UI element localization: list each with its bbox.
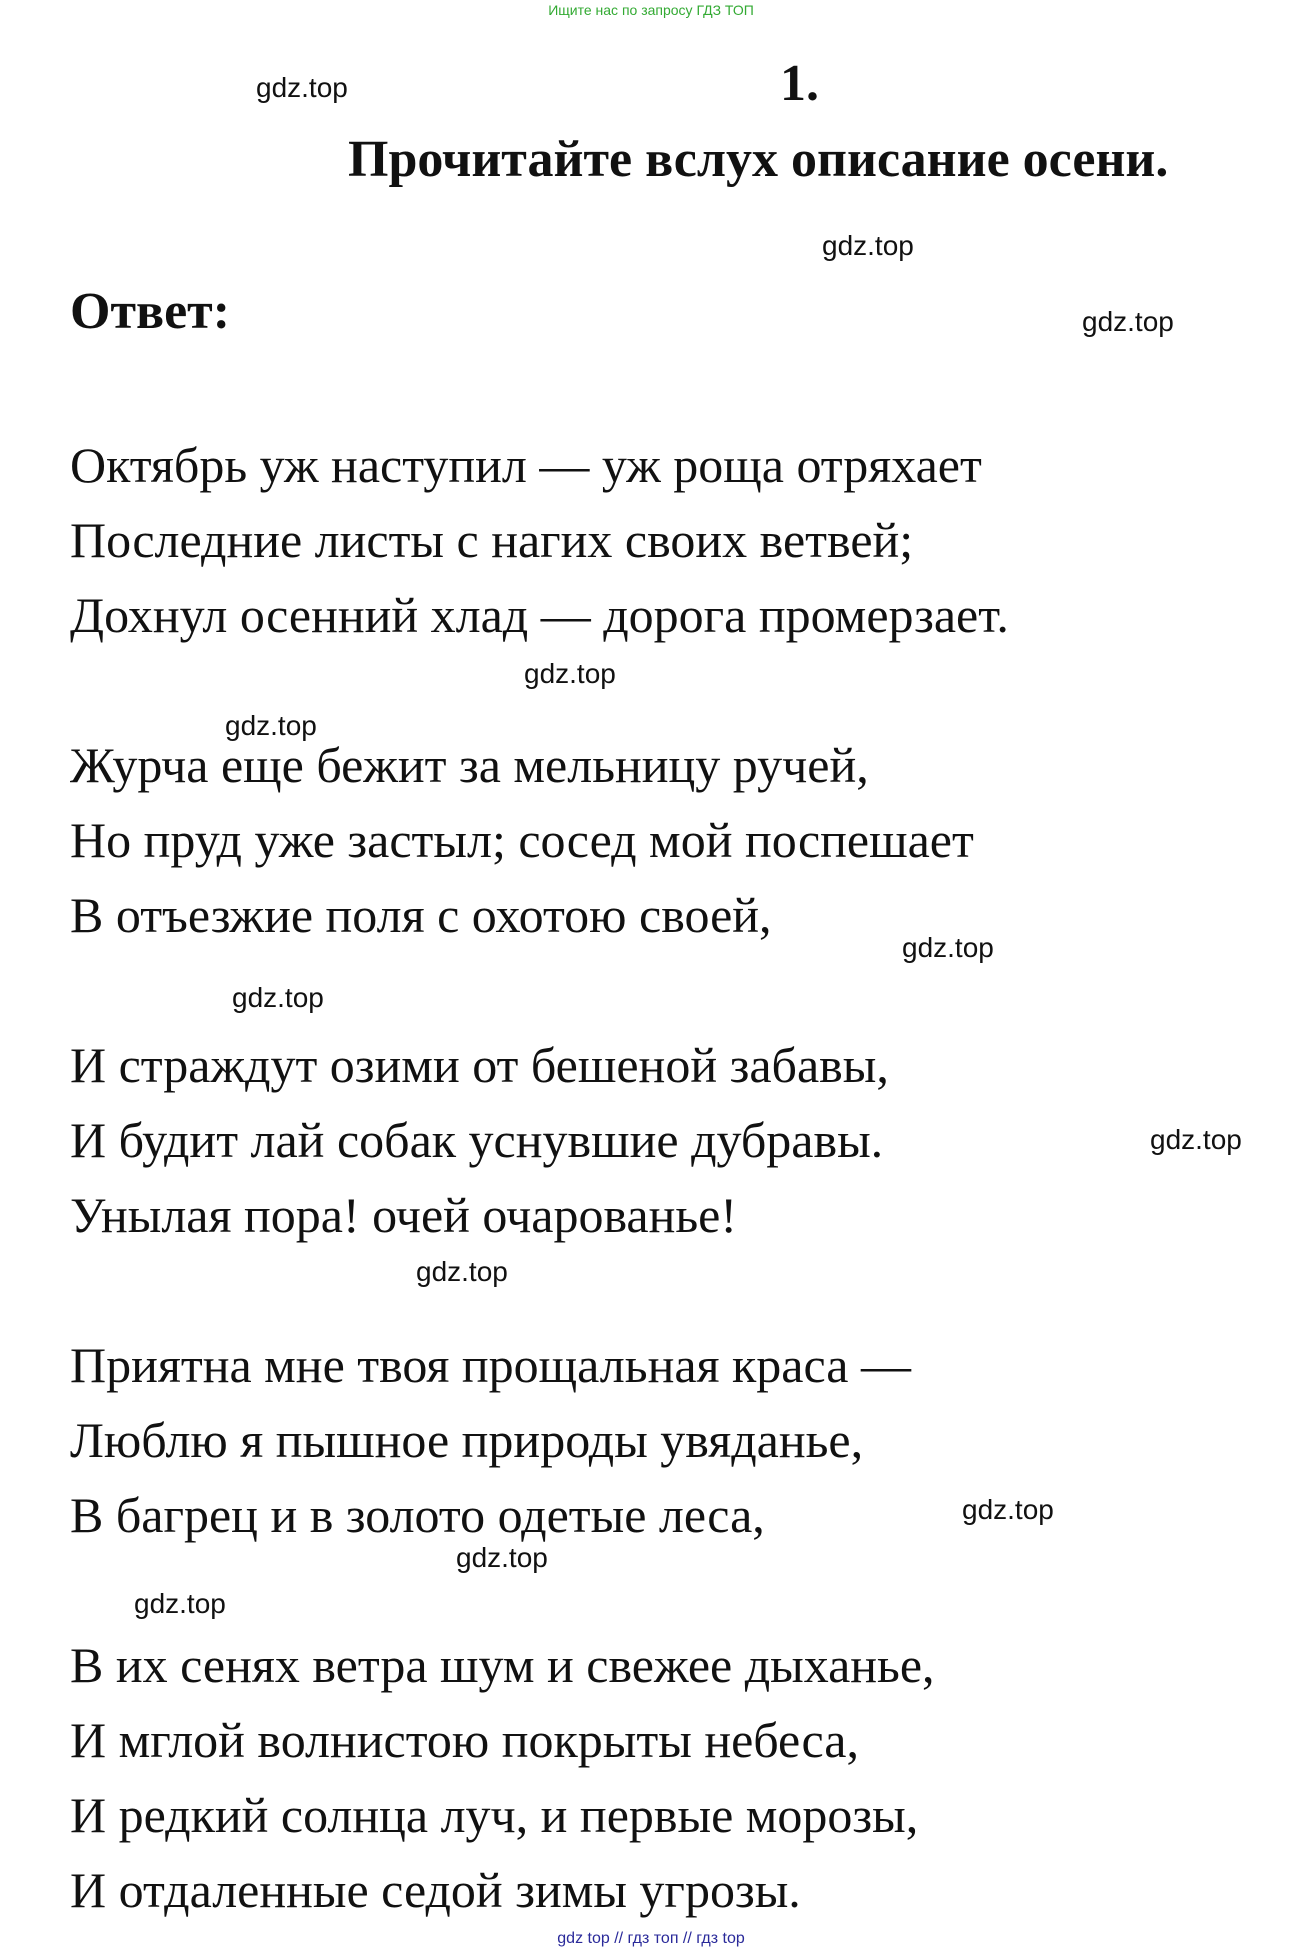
poem-line: И мглой волнистою покрыты небеса, [70,1712,859,1768]
poem-line: В багрец и в золото одетые леса, [70,1487,765,1543]
task-number: 1. [780,55,819,112]
watermark: gdz.top [134,1588,226,1619]
watermark: gdz.top [1082,306,1174,337]
watermark: gdz.top [256,72,348,103]
top-banner-link[interactable]: Ищите нас по запросу ГДЗ ТОП [548,2,754,18]
poem-line: В отъезжие поля с охотою своей, [70,887,772,943]
poem-line: Журча еще бежит за мельницу ручей, [70,737,869,793]
poem-line: И будит лай собак уснувшие дубравы. [70,1112,884,1168]
poem-line: Октябрь уж наступил — уж роща отряхает [70,437,982,493]
watermark: gdz.top [1150,1124,1242,1155]
bottom-banner-link[interactable]: gdz top // гдз топ // гдз top [557,1930,745,1947]
watermark: gdz.top [416,1256,508,1287]
watermark: gdz.top [456,1542,548,1573]
poem-line: Дохнул осенний хлад — дорога промерзает. [70,587,1009,643]
watermark: gdz.top [902,932,994,963]
watermark: gdz.top [225,710,317,741]
answer-label: Ответ: [70,283,231,340]
poem-line: В их сенях ветра шум и свежее дыханье, [70,1637,935,1693]
watermark: gdz.top [232,982,324,1013]
watermark: gdz.top [524,658,616,689]
poem-line: Люблю я пышное природы увяданье, [70,1412,864,1468]
poem-line: И редкий солнца луч, и первые морозы, [70,1787,919,1843]
watermark: gdz.top [822,230,914,261]
poem-line: Последние листы с нагих своих ветвей; [70,512,914,568]
poem-line: И отдаленные седой зимы угрозы. [70,1862,801,1918]
poem-line: Но пруд уже застыл; сосед мой поспешает [70,812,974,868]
task-title: Прочитайте вслух описание осени. [348,131,1169,188]
poem-line: И страждут озими от бешеной забавы, [70,1037,889,1093]
poem-line: Приятна мне твоя прощальная краса — [70,1337,911,1393]
poem-line: Унылая пора! очей очарованье! [70,1187,737,1243]
watermark: gdz.top [962,1494,1054,1525]
